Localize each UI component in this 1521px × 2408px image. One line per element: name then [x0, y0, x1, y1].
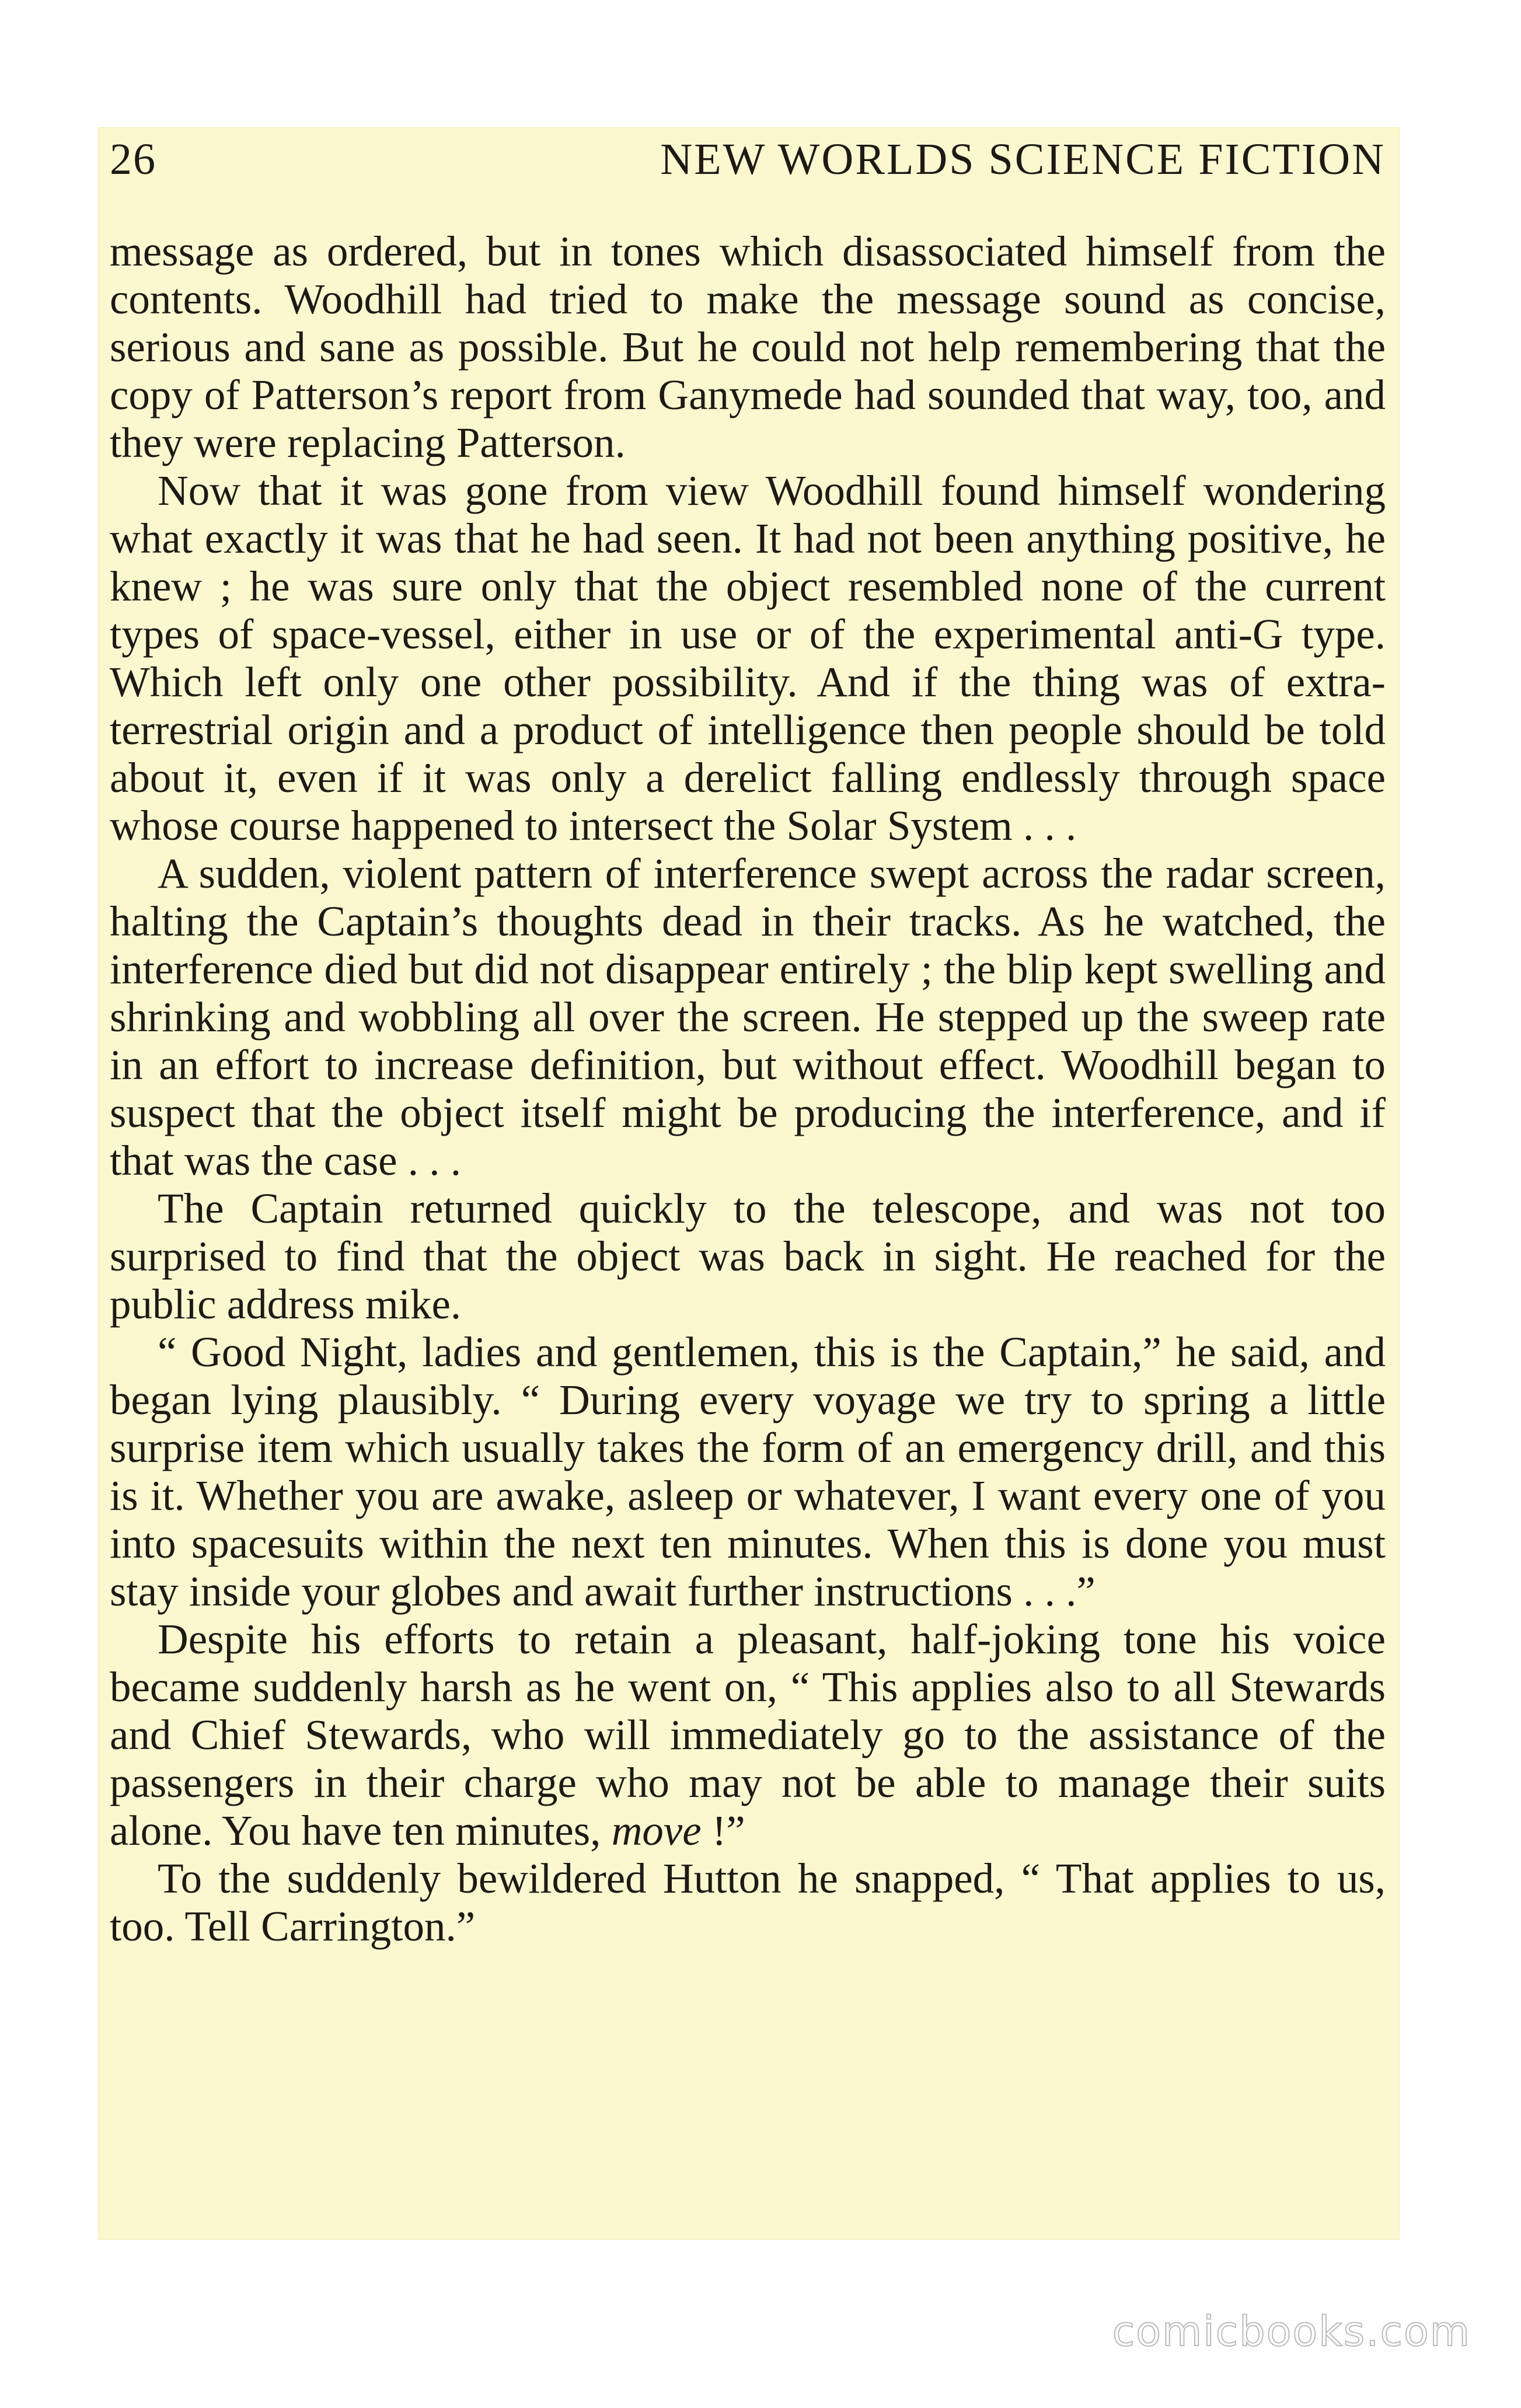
paragraph-2: Now that it was gone from view Woodhill found himself wondering what exactly it was that he had seen. It had not been anything positive, he knew ; he was sure only that the object resembled none of the current types of space-vessel, either in use or of the experimental anti-G type. Which left only one other possibility. And if the thing was of extra-terrestrial origin and a product of intelligence then people should be told about it, even if it was only a derelict falling endlessly through space whose course happened to intersect the Solar System . . . — [110, 467, 1386, 849]
paragraph-4: The Captain returned quickly to the telescope, and was not too surprised to find that the object was back in sight. He reached for the public address mike. — [110, 1185, 1386, 1328]
watermark: comicbooks.com — [1112, 2308, 1471, 2355]
paragraph-5: “ Good Night, ladies and gentlemen, this is the Captain,” he said, and began lying plausibly. “ During every voyage we try to spring a little surprise item which usually takes the form of an emergency drill, and this is it. Whether you are awake, asleep or whatever, I want every one of you into spacesuits within the next ten minutes. When this is done you must stay inside your globes and await further instructions . . .” — [110, 1328, 1386, 1615]
paragraph-6-italic: move — [611, 1807, 702, 1854]
paragraph-1: message as ordered, but in tones which disassociated himself from the contents. Woodhill had tried to make the message sound as concise, serious and sane as possible. But he could not help remembering that the copy of Patterson’s report from Ganymede had sounded that way, too, and they were replacing Patterson. — [110, 228, 1386, 466]
book-page — [98, 127, 1400, 2240]
paragraph-6-text: Despite his efforts to retain a pleasant, half-joking tone his voice became suddenly harsh as he went on, “ This applies also to all Stewards and Chief Stewards, who will immediately go to the assistance of the passengers in their charge who may not be able to manage their suits alone. You have ten minutes, — [110, 1615, 1386, 1854]
page-number: 26 — [110, 135, 156, 184]
paragraph-7: To the suddenly bewildered Hutton he snapped, “ That applies to us, too. Tell Carrington.” — [110, 1855, 1386, 1950]
paragraph-3: A sudden, violent pattern of interference swept across the radar screen, halting the Captain’s thoughts dead in their tracks. As he watched, the interference died but did not disappear entirely ; the blip kept swelling and shrinking and wobbling all over the screen. He stepped up the sweep rate in an effort to increase definition, but without effect. Woodhill began to suspect that the object itself might be producing the interference, and if that was the case . . . — [110, 850, 1386, 1184]
running-head: NEW WORLDS SCIENCE FICTION — [660, 135, 1386, 184]
paragraph-6-end: !” — [701, 1807, 745, 1854]
body-text — [110, 228, 1386, 1950]
paragraph-6 — [110, 1615, 1386, 1855]
page-header — [110, 134, 1386, 198]
